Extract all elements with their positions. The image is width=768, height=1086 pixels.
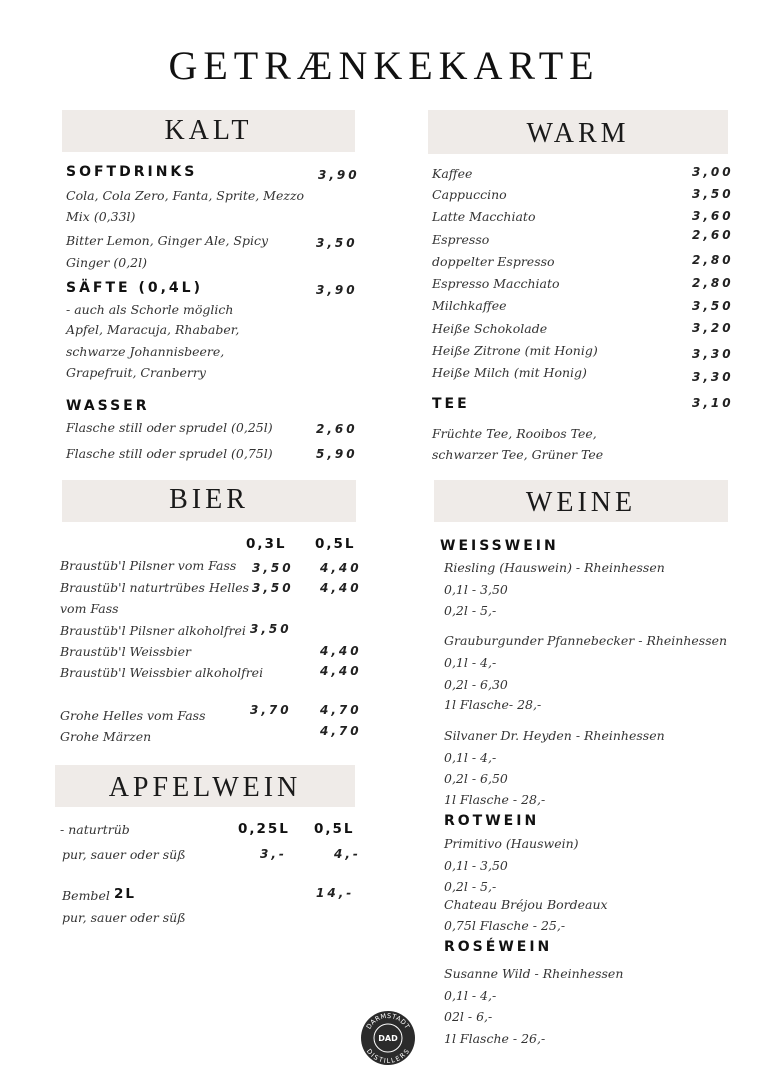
bembel-sub: pur, sauer oder süß	[62, 910, 186, 925]
wine-line: Silvaner Dr. Heyden - Rheinhessen	[444, 728, 665, 743]
logo-mark: DAD	[378, 1034, 398, 1043]
wine-line: 0,1l - 3,50	[444, 858, 508, 873]
warm-price: 3,20	[692, 321, 734, 335]
bier-item: Braustüb'l naturtrübes Helles	[60, 580, 250, 595]
warm-item: doppelter Espresso	[432, 254, 555, 269]
warm-item: Kaffee	[432, 166, 473, 181]
warm-price: 3,30	[692, 347, 734, 361]
saefte-line: - auch als Schorle möglich	[66, 302, 234, 317]
wine-line: Riesling (Hauswein) - Rheinhessen	[444, 560, 665, 575]
softdrinks-price: 3,50	[316, 236, 358, 250]
warm-price: 2,60	[692, 228, 734, 242]
wine-line: 0,75l Flasche - 25,-	[444, 918, 566, 933]
bier-price: 3,50	[252, 581, 294, 595]
warm-item: Heiße Schokolade	[432, 321, 548, 336]
bembel-price: 14,-	[316, 886, 355, 900]
bier-item: Braustüb'l Weissbier	[60, 644, 191, 659]
warm-item: Cappuccino	[432, 187, 507, 202]
apfelwein-price: 3,-	[260, 847, 287, 861]
wine-line: Grauburgunder Pfannebecker - Rheinhessen	[444, 633, 728, 648]
warm-price: 3,50	[692, 187, 734, 201]
bier-price: 3,50	[252, 561, 294, 575]
wasser-item: Flasche still oder sprudel (0,75l)	[66, 446, 273, 461]
saefte-line: Grapefruit, Cranberry	[66, 365, 206, 380]
bier-price: 4,40	[320, 561, 362, 575]
warm-price: 3,60	[692, 209, 734, 223]
warm-item: Espresso Macchiato	[432, 276, 560, 291]
softdrinks-line: Mix (0,33l)	[66, 209, 136, 224]
bembel-name: Bembel	[62, 888, 110, 903]
saefte-price: 3,90	[316, 283, 358, 297]
wasser-item: Flasche still oder sprudel (0,25l)	[66, 420, 273, 435]
bier-item: Grohe Helles vom Fass	[60, 708, 206, 723]
kalt-header	[62, 110, 355, 152]
bier-header	[62, 480, 356, 522]
apfelwein-col-header: 0,5L	[314, 821, 355, 837]
warm-price: 3,30	[692, 370, 734, 384]
softdrinks-price: 3,90	[318, 168, 360, 182]
apfelwein-line: pur, sauer oder süß	[62, 847, 186, 862]
wasser-label: WASSER	[66, 398, 150, 414]
wine-line: 0,1l - 4,-	[444, 750, 497, 765]
bier-item: Braustüb'l Pilsner vom Fass	[60, 558, 237, 573]
bier-price: 4,40	[320, 581, 362, 595]
logo-text-top: DARMSTADT	[364, 1011, 412, 1031]
weine-heading: WEINE	[525, 487, 637, 518]
bier-item: Braustüb'l Pilsner alkoholfrei	[60, 623, 246, 638]
wine-line: 1l Flasche - 28,-	[444, 792, 546, 807]
warm-heading: WARM	[526, 118, 630, 149]
wine-line: 0,1l - 3,50	[444, 582, 508, 597]
wine-line: 0,2l - 5,-	[444, 879, 497, 894]
apfelwein-line: - naturtrüb	[60, 822, 130, 837]
weisswein-label: WEISSWEIN	[440, 538, 559, 554]
bier-price: 3,50	[250, 622, 292, 636]
rotwein-label: ROTWEIN	[444, 813, 540, 829]
wine-line: 0,1l - 4,-	[444, 655, 497, 670]
apfelwein-heading: APFELWEIN	[108, 772, 302, 803]
warm-header	[428, 110, 728, 154]
wine-line: 1l Flasche - 26,-	[444, 1031, 546, 1046]
logo-text-bottom: DISTILLERS	[364, 1047, 412, 1066]
bier-price: 4,40	[320, 664, 362, 678]
wine-line: 1l Flasche- 28,-	[444, 697, 542, 712]
warm-item: Heiße Milch (mit Honig)	[432, 365, 587, 380]
bier-price: 4,70	[320, 724, 362, 738]
softdrinks-line: Cola, Cola Zero, Fanta, Sprite, Mezzo	[66, 188, 305, 203]
softdrinks-label: SOFTDRINKS	[66, 164, 198, 180]
warm-price: 2,80	[692, 276, 734, 290]
apfelwein-header	[55, 765, 355, 807]
bier-col-header: 0,3L	[246, 536, 287, 552]
softdrinks-line: Bitter Lemon, Ginger Ale, Spicy	[66, 233, 269, 248]
bier-item: Grohe Märzen	[60, 729, 152, 744]
warm-item: Latte Macchiato	[432, 209, 536, 224]
warm-price: 3,00	[692, 165, 734, 179]
kalt-heading: KALT	[164, 115, 253, 146]
bier-item: vom Fass	[60, 601, 119, 616]
tee-line: schwarzer Tee, Grüner Tee	[432, 447, 604, 462]
saefte-line: schwarze Johannisbeere,	[66, 344, 225, 359]
distillery-logo	[360, 1010, 416, 1066]
warm-item: Espresso	[432, 232, 490, 247]
apfelwein-price: 4,-	[334, 847, 361, 861]
warm-item: Milchkaffee	[432, 298, 507, 313]
softdrinks-line: Ginger (0,2l)	[66, 255, 148, 270]
bier-price: 4,40	[320, 644, 362, 658]
apfelwein-col-header: 0,25L	[238, 821, 290, 837]
wasser-price: 2,60	[316, 422, 358, 436]
wine-line: Primitivo (Hauswein)	[444, 836, 579, 851]
tee-label: TEE	[432, 396, 470, 412]
wasser-price: 5,90	[316, 447, 358, 461]
bier-item: Braustüb'l Weissbier alkoholfrei	[60, 665, 264, 680]
warm-price: 2,80	[692, 253, 734, 267]
rosewein-label: ROSÉWEIN	[444, 939, 553, 955]
weine-header	[434, 480, 728, 522]
wine-line: 0,2l - 6,30	[444, 677, 508, 692]
wine-line: Susanne Wild - Rheinhessen	[444, 966, 624, 981]
bembel-size: 2L	[114, 886, 136, 902]
page-title: GETRÆNKEKARTE	[168, 43, 600, 88]
wine-line: 0,2l - 5,-	[444, 603, 497, 618]
saefte-label: SÄFTE (0,4L)	[66, 280, 203, 296]
bier-col-header: 0,5L	[315, 536, 356, 552]
wine-line: 02l - 6,-	[444, 1009, 493, 1024]
tee-price: 3,10	[692, 396, 734, 410]
bier-price: 4,70	[320, 703, 362, 717]
bier-heading: BIER	[169, 484, 249, 515]
wine-line: Chateau Bréjou Bordeaux	[444, 897, 608, 912]
warm-item: Heiße Zitrone (mit Honig)	[432, 343, 598, 358]
bier-price: 3,70	[250, 703, 292, 717]
saefte-line: Apfel, Maracuja, Rhababer,	[66, 322, 240, 337]
tee-line: Früchte Tee, Rooibos Tee,	[432, 426, 597, 441]
wine-line: 0,1l - 4,-	[444, 988, 497, 1003]
wine-line: 0,2l - 6,50	[444, 771, 508, 786]
warm-price: 3,50	[692, 299, 734, 313]
